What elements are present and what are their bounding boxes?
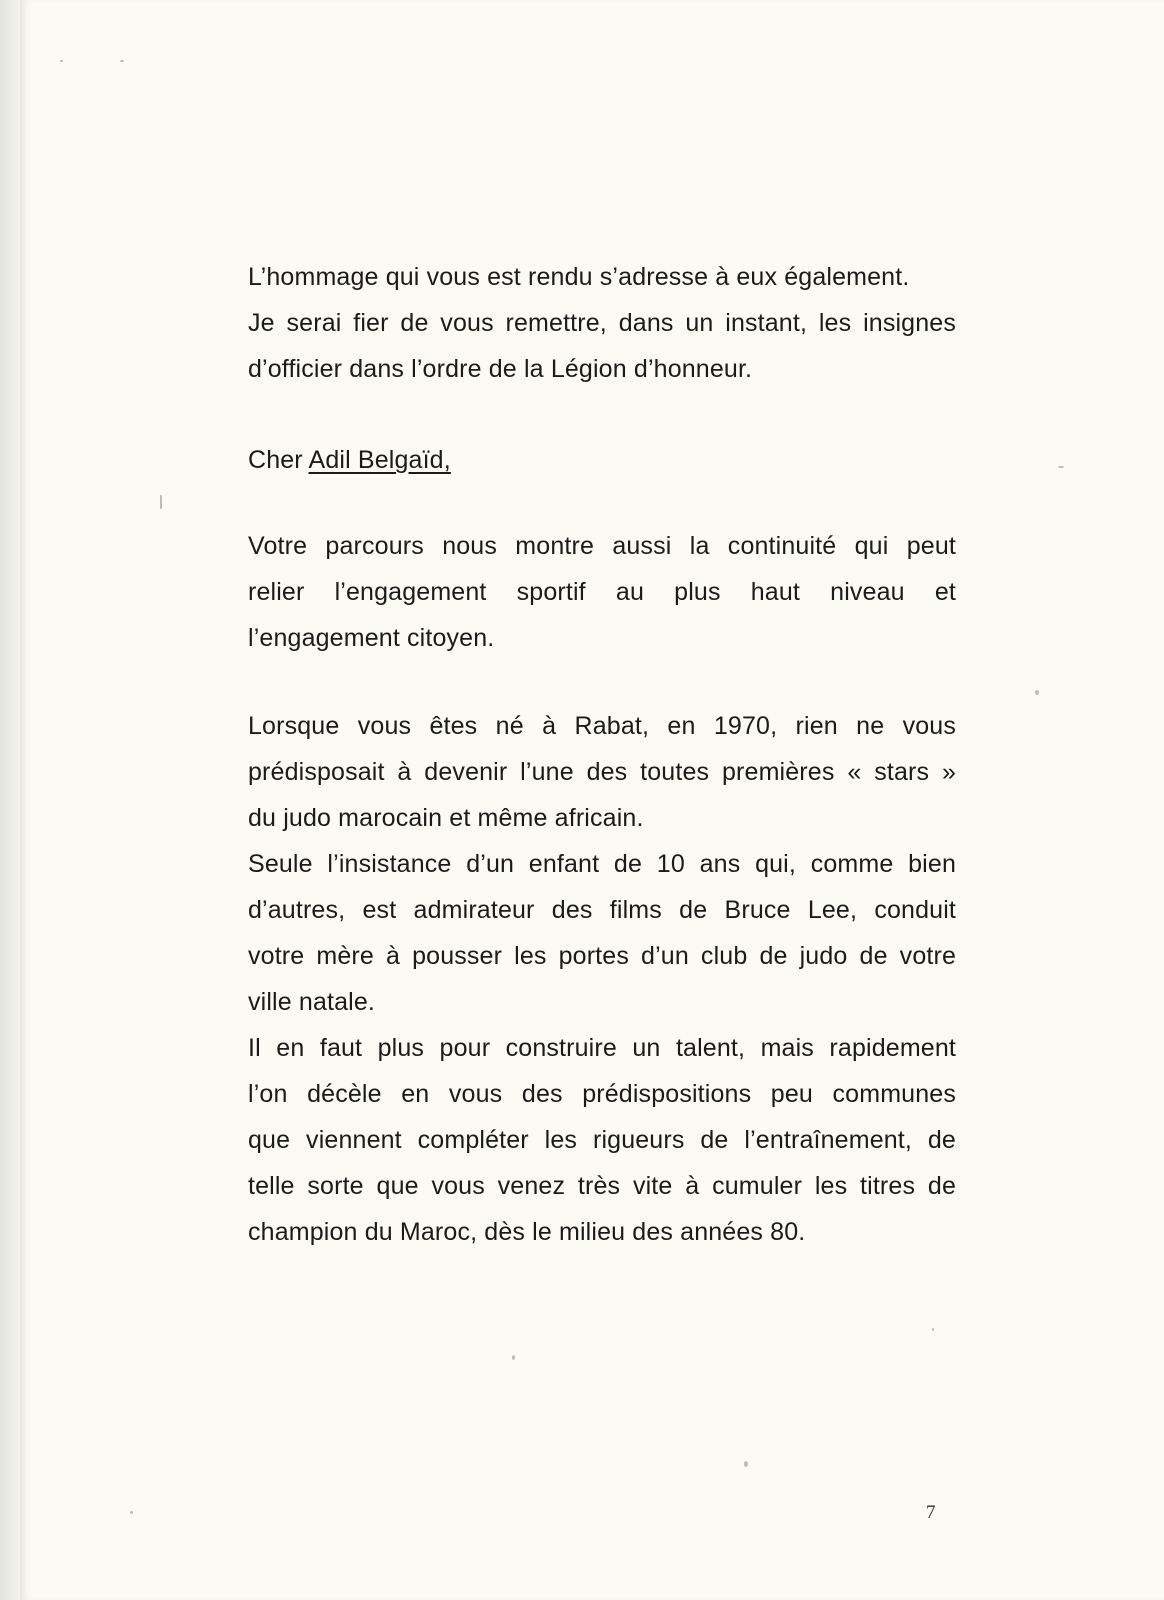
scan-speck	[512, 1355, 515, 1360]
salutation	[248, 437, 956, 483]
text-line: Votre parcours nous montre aussi la continuité qui peut	[248, 532, 956, 560]
scan-speck	[120, 60, 124, 62]
scan-speck	[1058, 466, 1064, 468]
paragraph-parcours	[248, 523, 956, 661]
text-line: champion du Maroc, dès le milieu des années 80.	[248, 1218, 806, 1246]
text-line: L’hommage qui vous est rendu s’adresse à eux également.	[248, 263, 910, 291]
salutation-prefix: Cher	[248, 446, 309, 474]
scan-speck	[160, 495, 162, 509]
scan-speck	[60, 60, 63, 62]
text-line: Lorsque vous êtes né à Rabat, en 1970, rien ne vous	[248, 712, 956, 740]
text-line: l’engagement citoyen.	[248, 624, 495, 652]
scan-speck	[744, 1461, 748, 1467]
paragraph-hommage	[248, 254, 956, 392]
text-line: prédisposait à devenir l’une des toutes premières « stars »	[248, 758, 956, 786]
text-line: Il en faut plus pour construire un talent, mais rapidement	[248, 1034, 956, 1062]
text-line: du judo marocain et même africain.	[248, 804, 644, 832]
document-page	[20, 0, 1164, 1600]
scan-speck	[932, 1328, 934, 1331]
text-line: Seule l’insistance d’un enfant de 10 ans qui, comme bien	[248, 850, 956, 878]
text-line: Je serai fier de vous remettre, dans un instant, les insignes	[248, 309, 956, 337]
text-line: telle sorte que vous venez très vite à cumuler les titres de	[248, 1172, 956, 1200]
text-line: relier l’engagement sportif au plus haut niveau et	[248, 578, 956, 606]
paragraph-naissance	[248, 703, 956, 1255]
scan-speck	[130, 1511, 133, 1514]
text-line: l’on décèle en vous des prédispositions peu communes	[248, 1080, 956, 1108]
text-line: que viennent compléter les rigueurs de l’entraînement, de	[248, 1126, 956, 1154]
text-line: ville natale.	[248, 988, 376, 1016]
recipient-name: Adil Belgaïd,	[308, 446, 451, 474]
text-line: d’officier dans l’ordre de la Légion d’honneur.	[248, 355, 753, 383]
text-line: d’autres, est admirateur des films de Bruce Lee, conduit	[248, 896, 956, 924]
page-number: 7	[926, 1502, 936, 1523]
scan-page-edge	[0, 0, 20, 1600]
salutation-line	[248, 437, 956, 483]
scan-speck	[1035, 690, 1039, 695]
text-line: votre mère à pousser les portes d’un club de judo de votre	[248, 942, 956, 970]
